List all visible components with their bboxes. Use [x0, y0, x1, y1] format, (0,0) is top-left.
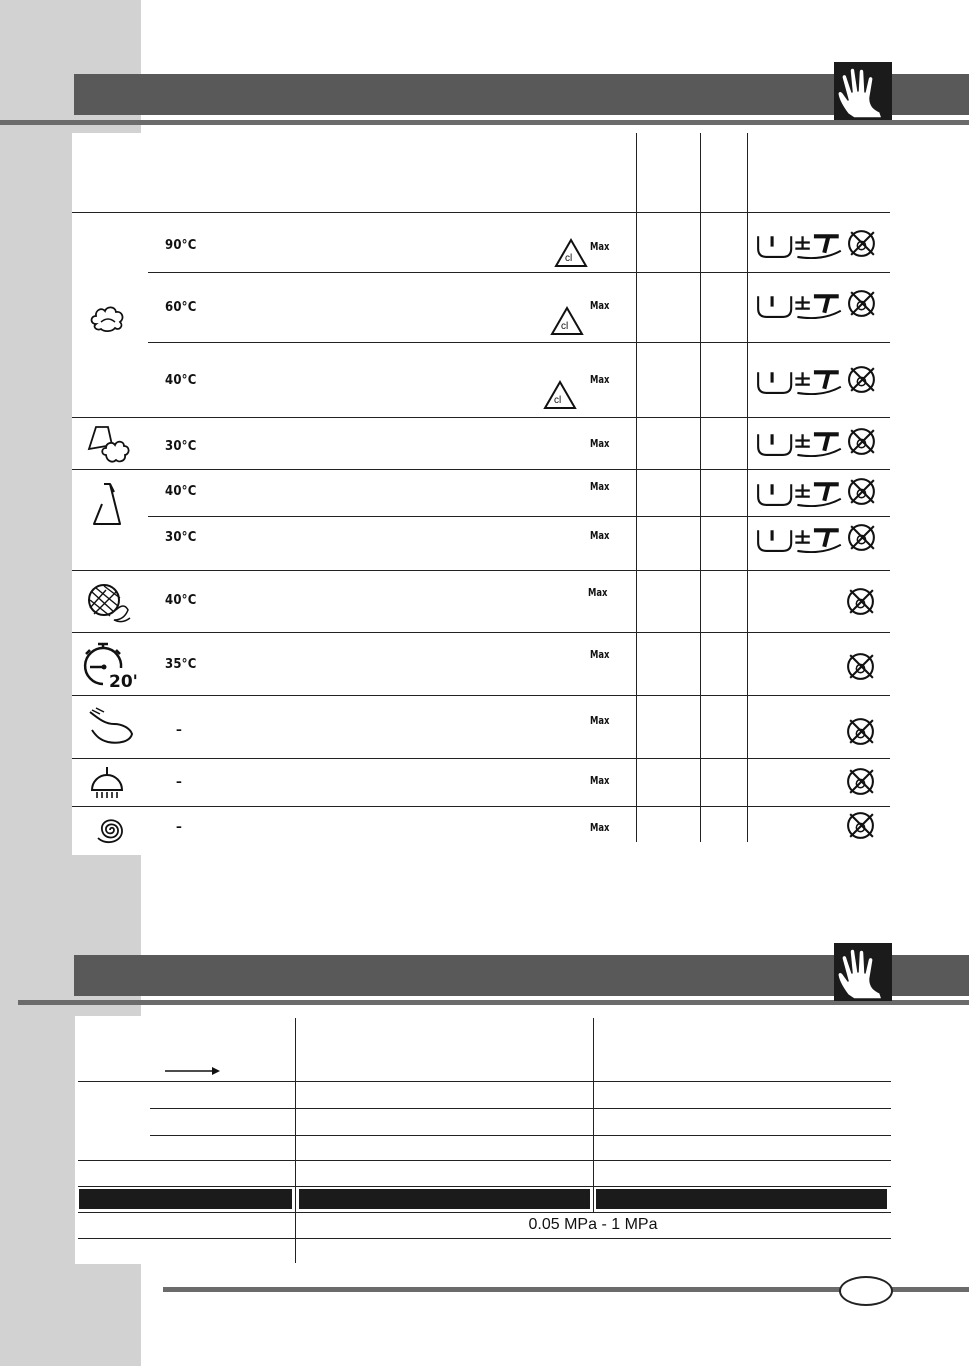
- no-spin-icon: [845, 651, 876, 687]
- table-rule: [72, 695, 890, 696]
- temperature-cell: –: [176, 723, 183, 738]
- table-dark-cell: [299, 1189, 590, 1209]
- bleach-label: cl: [554, 395, 562, 406]
- no-spin-icon: [845, 716, 876, 752]
- table-rule: [72, 570, 890, 571]
- temperature-cell: –: [176, 820, 183, 835]
- temperature-cell: 90°C: [165, 238, 197, 253]
- quick-timer-icon: [80, 640, 144, 690]
- table-rule: [72, 417, 890, 418]
- table-rule: [148, 342, 890, 343]
- max-load-label: Max: [590, 240, 610, 253]
- quick-wash-minutes: 20': [109, 672, 138, 690]
- table-rule: [72, 758, 890, 759]
- table-column-rule: [700, 133, 701, 842]
- hand-wash-icon: [84, 706, 140, 746]
- section-divider: [18, 1000, 969, 1005]
- table-rule: [72, 469, 890, 470]
- table-rule: [150, 1135, 891, 1136]
- max-load-label: Max: [590, 821, 610, 834]
- table-rule: [78, 1081, 891, 1082]
- option-icons-group: [754, 522, 878, 558]
- arrow-right-icon: [163, 1065, 223, 1077]
- table-rule: [78, 1212, 891, 1213]
- max-load-label: Max: [590, 437, 610, 450]
- temperature-cell: 40°C: [165, 593, 197, 608]
- max-load-label: Max: [590, 299, 610, 312]
- spin-icon: [92, 812, 128, 848]
- table-column-rule: [593, 1018, 594, 1213]
- max-load-label: Max: [590, 529, 610, 542]
- temperature-cell: 30°C: [165, 530, 197, 545]
- temperature-cell: 35°C: [165, 657, 197, 672]
- table-rule: [72, 632, 890, 633]
- no-spin-icon: [845, 586, 876, 622]
- max-load-label: Max: [590, 648, 610, 661]
- hand-icon: [834, 62, 892, 120]
- table-rule: [72, 212, 890, 213]
- table-rule: [78, 1160, 891, 1161]
- no-spin-icon: [845, 810, 876, 846]
- bleach-label: cl: [565, 253, 573, 264]
- option-icons-group: [754, 228, 878, 264]
- table-rule: [148, 272, 890, 273]
- synthetic-icon: [90, 480, 126, 528]
- mixed-cotton-icon: [86, 423, 132, 465]
- page-number-oval: [839, 1276, 893, 1306]
- table-dark-cell: [596, 1189, 887, 1209]
- table-rule: [148, 516, 890, 517]
- temperature-cell: 30°C: [165, 439, 197, 454]
- temperature-cell: 40°C: [165, 373, 197, 388]
- option-icons-group: [754, 426, 878, 462]
- option-icons-group: [754, 364, 878, 400]
- max-load-label: Max: [590, 774, 610, 787]
- bleach-label: cl: [561, 321, 569, 332]
- cotton-icon: [88, 302, 128, 334]
- wool-icon: [84, 580, 134, 624]
- hand-icon: [834, 943, 892, 1001]
- max-load-label: Max: [590, 480, 610, 493]
- table-column-rule: [636, 133, 637, 842]
- table-column-rule: [747, 133, 748, 842]
- bleach-icon: [543, 380, 577, 410]
- temperature-cell: –: [176, 775, 183, 790]
- table-rule: [72, 806, 890, 807]
- table-dark-cell: [79, 1189, 292, 1209]
- table-rule: [78, 1186, 891, 1187]
- no-spin-icon: [845, 766, 876, 802]
- max-load-label: Max: [590, 373, 610, 386]
- water-pressure-value: 0.05 MPa - 1 MPa: [528, 1216, 658, 1233]
- table-rule: [150, 1108, 891, 1109]
- bleach-icon: [554, 238, 588, 268]
- option-icons-group: [754, 288, 878, 324]
- bleach-icon: [550, 306, 584, 336]
- temperature-cell: 40°C: [165, 484, 197, 499]
- max-load-label: Max: [590, 714, 610, 727]
- max-load-label: Max: [588, 586, 608, 599]
- rinse-icon: [88, 764, 128, 800]
- table-rule: [78, 1238, 891, 1239]
- section-divider: [0, 120, 969, 125]
- temperature-cell: 60°C: [165, 300, 197, 315]
- option-icons-group: [754, 476, 878, 512]
